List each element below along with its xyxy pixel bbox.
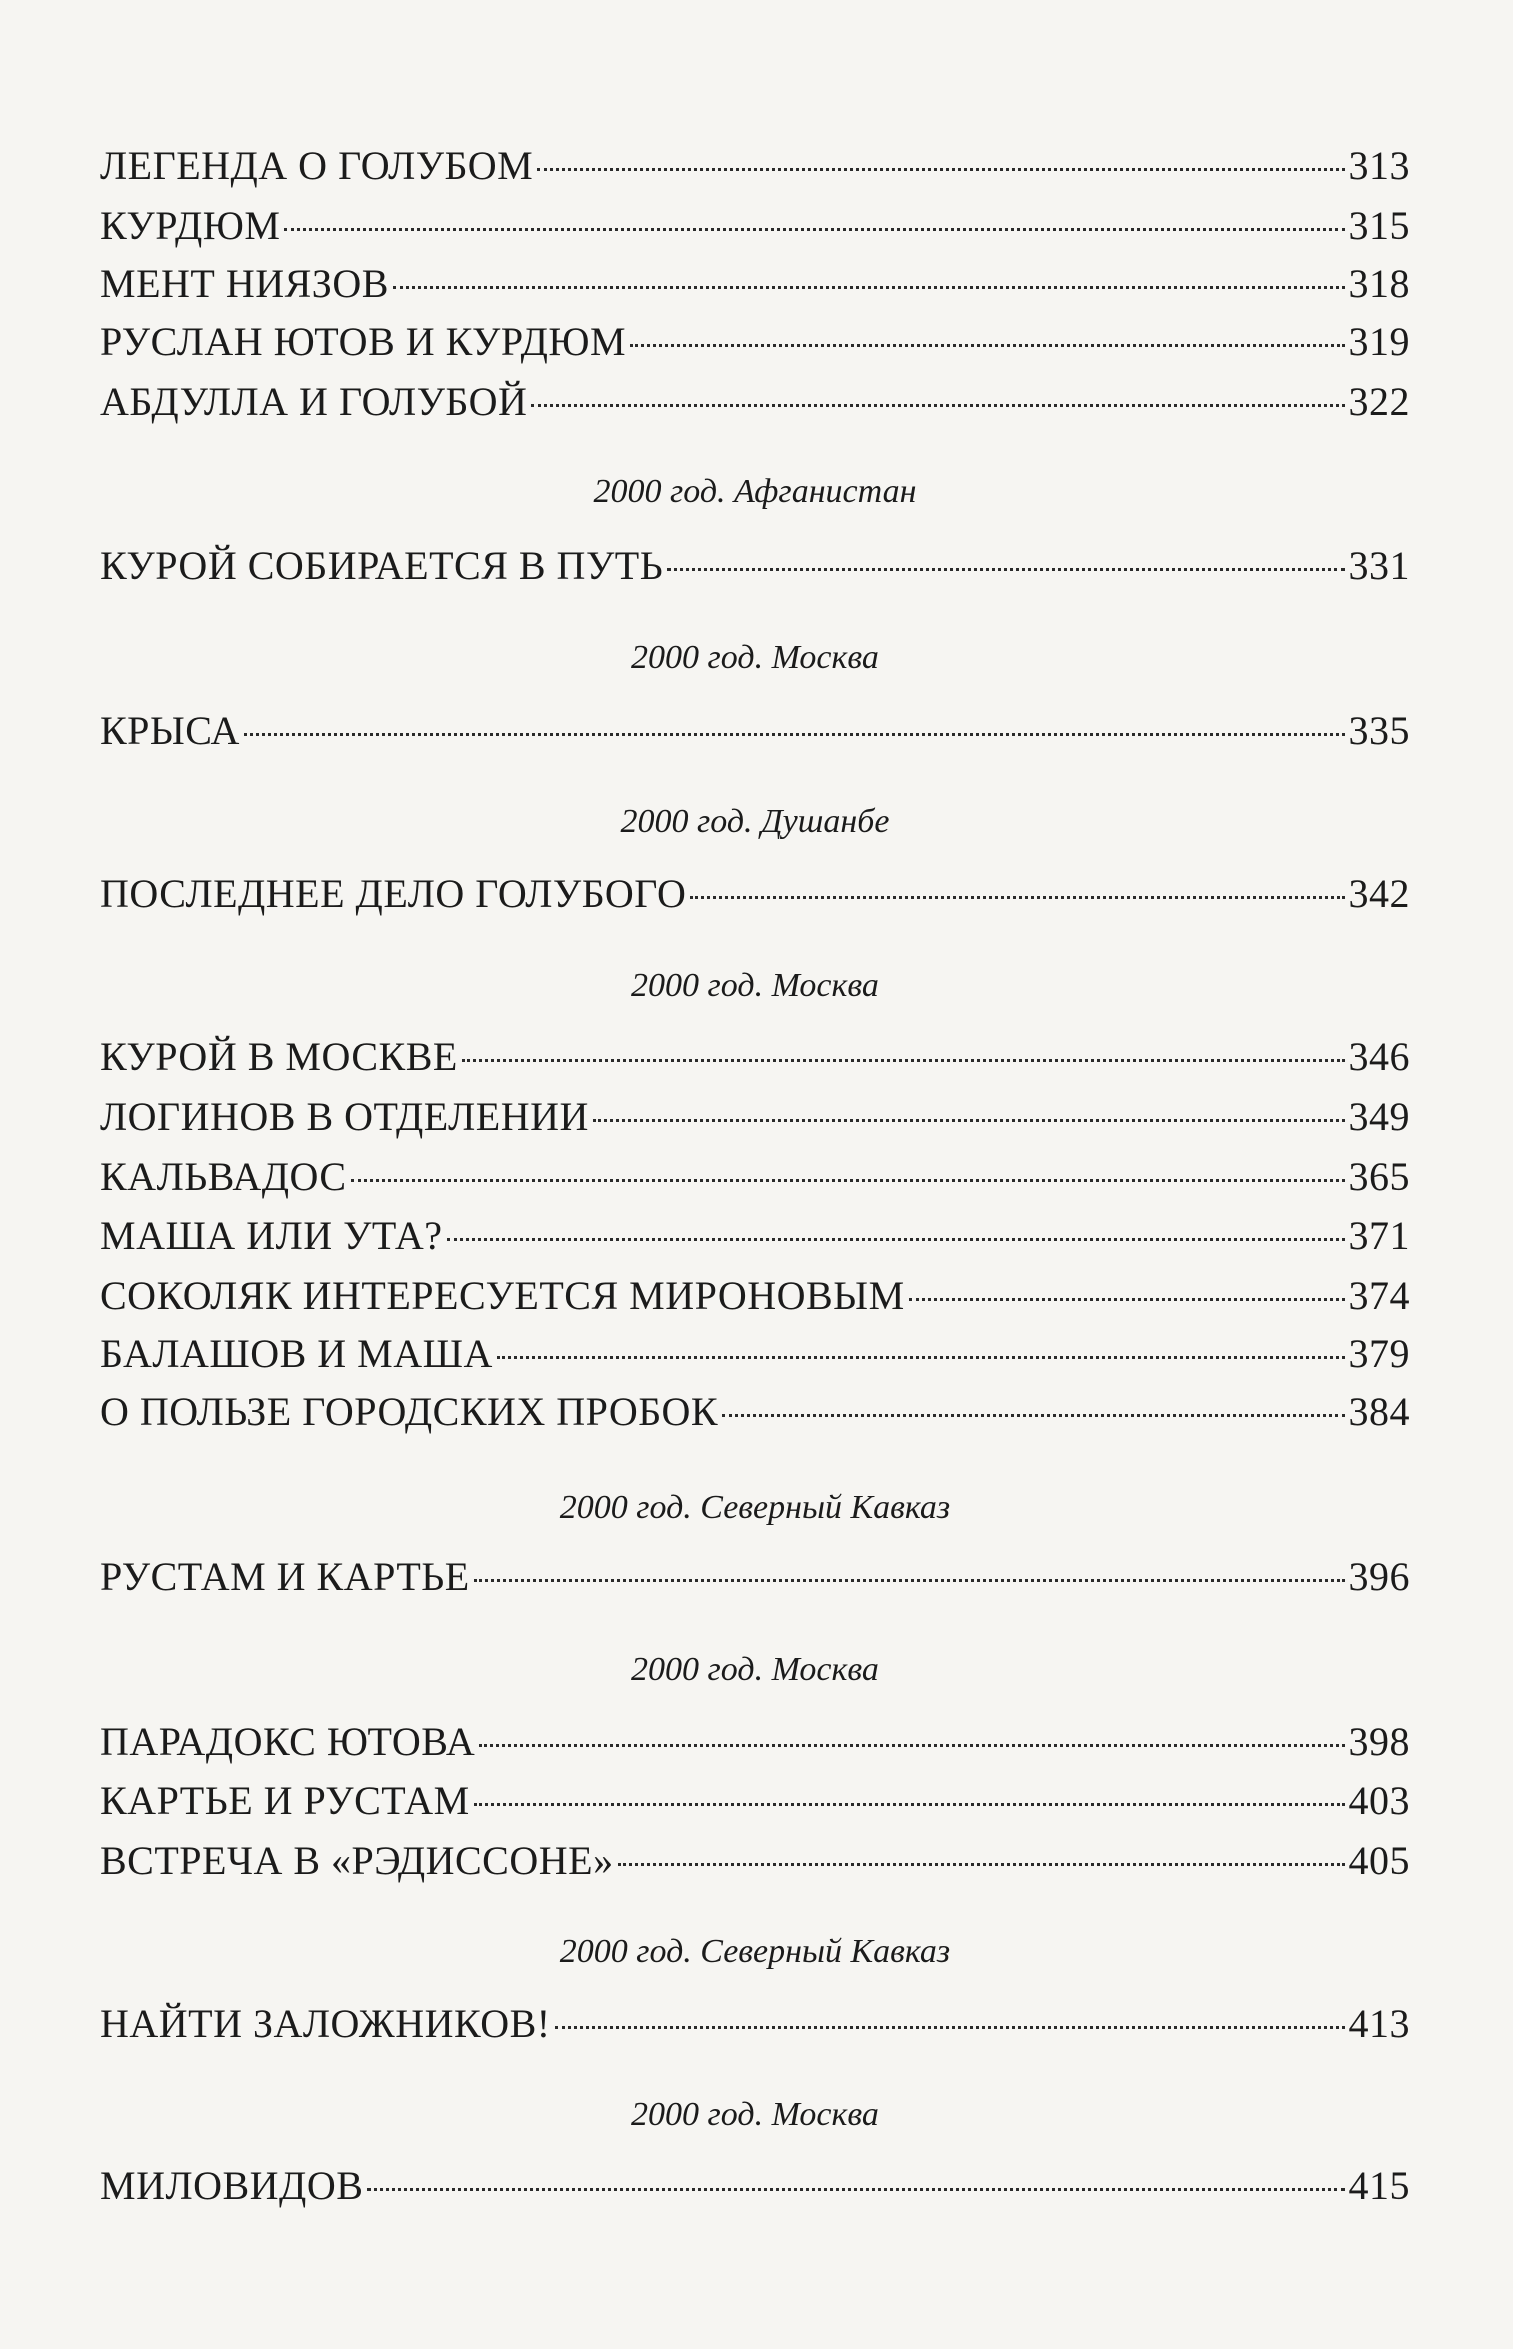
toc-entry <box>100 142 1410 190</box>
toc-leader-dots <box>618 1863 1345 1866</box>
toc-entry <box>100 1388 1410 1436</box>
toc-entry <box>100 1837 1410 1885</box>
toc-leader-dots <box>462 1059 1345 1062</box>
toc-page-number: 319 <box>1348 319 1410 364</box>
toc-page-number: 349 <box>1348 1094 1410 1139</box>
toc-leader-dots <box>667 568 1344 571</box>
toc-leader-dots <box>531 404 1344 407</box>
toc-leader-dots <box>474 1579 1345 1582</box>
toc-entry <box>100 1777 1410 1825</box>
toc-leader-dots <box>537 168 1344 171</box>
toc-page-number: 413 <box>1348 2001 1410 2046</box>
toc-entry-title: ПОСЛЕДНЕЕ ДЕЛО ГОЛУБОГО <box>100 871 687 916</box>
toc-entry <box>100 1718 1410 1766</box>
toc-entry <box>100 378 1410 426</box>
toc-entry <box>100 1033 1410 1081</box>
toc-page-number: 322 <box>1348 379 1410 424</box>
section-heading: 2000 год. Афганистан <box>593 473 917 510</box>
toc-entry-title: МИЛОВИДОВ <box>100 2163 364 2208</box>
toc-entry-title: ЛОГИНОВ В ОТДЕЛЕНИИ <box>100 1094 589 1139</box>
toc-page-number: 403 <box>1348 1778 1410 1823</box>
toc-entry-title: КРЫСА <box>100 708 240 753</box>
toc-leader-dots <box>244 733 1345 736</box>
toc-entry <box>100 318 1410 366</box>
toc-entry-title: ПАРАДОКС ЮТОВА <box>100 1719 476 1764</box>
toc-entry-title: СОКОЛЯК ИНТЕРЕСУЕТСЯ МИРОНОВЫМ <box>100 1273 905 1318</box>
section-heading: 2000 год. Москва <box>631 967 879 1004</box>
toc-entry-title: АБДУЛЛА И ГОЛУБОЙ <box>100 379 528 424</box>
toc-leader-dots <box>909 1298 1345 1301</box>
toc-entry <box>100 1330 1410 1378</box>
toc-entry <box>100 1153 1410 1201</box>
toc-entry <box>100 1212 1410 1260</box>
toc-page-number: 415 <box>1348 2163 1410 2208</box>
toc-page-number: 405 <box>1348 1838 1410 1883</box>
section-heading: 2000 год. Москва <box>631 2096 879 2133</box>
toc-page-number: 318 <box>1348 261 1410 306</box>
toc-leader-dots <box>497 1356 1345 1359</box>
toc-entry <box>100 1272 1410 1320</box>
toc-page-number: 346 <box>1348 1034 1410 1079</box>
toc-entry <box>100 1553 1410 1601</box>
section-heading: 2000 год. Москва <box>631 639 879 676</box>
toc-leader-dots <box>555 2026 1345 2029</box>
section-heading: 2000 год. Москва <box>631 1651 879 1688</box>
toc-entry <box>100 542 1410 590</box>
toc-page-number: 313 <box>1348 143 1410 188</box>
toc-entry-title: НАЙТИ ЗАЛОЖНИКОВ! <box>100 2001 551 2046</box>
toc-entry-title: МАША ИЛИ УТА? <box>100 1213 443 1258</box>
toc-leader-dots <box>367 2188 1344 2191</box>
section-heading: 2000 год. Северный Кавказ <box>559 1489 951 1526</box>
toc-leader-dots <box>722 1414 1344 1417</box>
section-heading: 2000 год. Северный Кавказ <box>559 1933 951 1970</box>
toc-entry <box>100 2000 1410 2048</box>
toc-page-number: 379 <box>1348 1331 1410 1376</box>
toc-entry-title: КУРДЮМ <box>100 203 281 248</box>
toc-page-number: 342 <box>1348 871 1410 916</box>
toc-leader-dots <box>474 1803 1345 1806</box>
toc-leader-dots <box>630 344 1344 347</box>
toc-page-number: 374 <box>1348 1273 1410 1318</box>
toc-page-number: 331 <box>1348 543 1410 588</box>
toc-page-number: 398 <box>1348 1719 1410 1764</box>
toc-page-number: 384 <box>1348 1389 1410 1434</box>
toc-entry-title: КАЛЬВАДОС <box>100 1154 347 1199</box>
toc-leader-dots <box>447 1238 1345 1241</box>
toc-page-number: 335 <box>1348 708 1410 753</box>
toc-entry-title: КУРОЙ В МОСКВЕ <box>100 1034 458 1079</box>
toc-entry-title: КАРТЬЕ И РУСТАМ <box>100 1778 470 1823</box>
toc-entry-title: ЛЕГЕНДА О ГОЛУБОМ <box>100 143 534 188</box>
toc-entry <box>100 2162 1410 2210</box>
toc-entry-title: МЕНТ НИЯЗОВ <box>100 261 389 306</box>
toc-leader-dots <box>284 228 1344 231</box>
toc-page-number: 365 <box>1348 1154 1410 1199</box>
toc-leader-dots <box>479 1744 1344 1747</box>
toc-entry-title: РУСТАМ И КАРТЬЕ <box>100 1554 470 1599</box>
toc-entry <box>100 870 1410 918</box>
toc-leader-dots <box>351 1179 1345 1182</box>
toc-entry-title: О ПОЛЬЗЕ ГОРОДСКИХ ПРОБОК <box>100 1389 719 1434</box>
toc-entry <box>100 202 1410 250</box>
section-heading: 2000 год. Душанбе <box>620 803 890 840</box>
toc-entry-title: ВСТРЕЧА В «РЭДИССОНЕ» <box>100 1838 614 1883</box>
toc-leader-dots <box>393 286 1345 289</box>
toc-entry <box>100 707 1410 755</box>
toc-entry-title: КУРОЙ СОБИРАЕТСЯ В ПУТЬ <box>100 543 664 588</box>
toc-leader-dots <box>690 896 1344 899</box>
toc-entry-title: БАЛАШОВ И МАША <box>100 1331 493 1376</box>
toc-page-number: 396 <box>1348 1554 1410 1599</box>
toc-page-number: 371 <box>1348 1213 1410 1258</box>
toc-entry <box>100 1093 1410 1141</box>
toc-entry-title: РУСЛАН ЮТОВ И КУРДЮМ <box>100 319 627 364</box>
toc-page-number: 315 <box>1348 203 1410 248</box>
toc-entry <box>100 260 1410 308</box>
toc-leader-dots <box>593 1119 1345 1122</box>
